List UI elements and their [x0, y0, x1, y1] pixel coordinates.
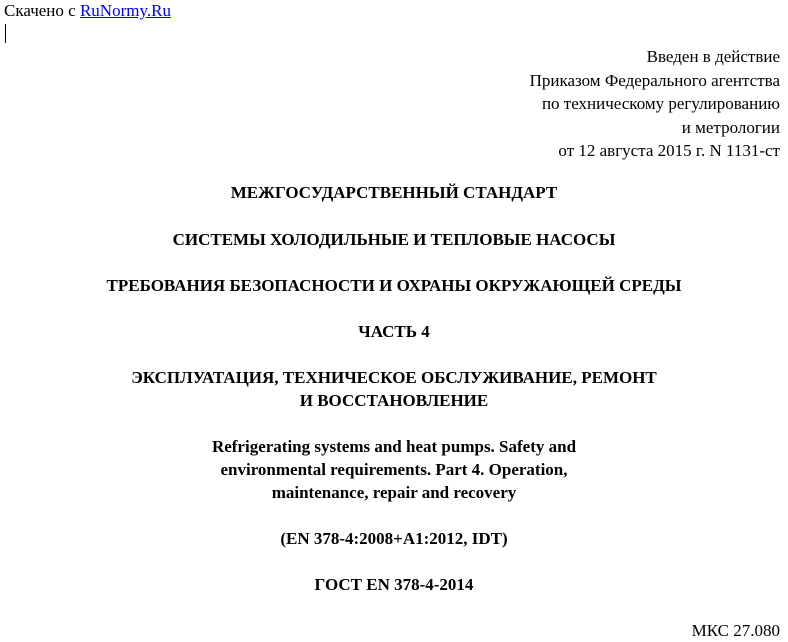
downloaded-from-line — [4, 1, 171, 21]
classification-code: МКС 27.080 — [691, 621, 780, 640]
title-line-1: СИСТЕМЫ ХОЛОДИЛЬНЫЕ И ТЕПЛОВЫЕ НАСОСЫ — [172, 230, 616, 249]
part-heading: ЧАСТЬ 4 — [358, 322, 430, 341]
part-title-line-1: ЭКСПЛУАТАЦИЯ, ТЕХНИЧЕСКОЕ ОБСЛУЖИВАНИЕ, РЕМОНТ — [131, 368, 657, 387]
enactment-line: Введен в действие — [646, 47, 780, 66]
site-link[interactable]: RuNormy.Ru — [79, 1, 171, 20]
downloaded-prefix: Скачено с — [4, 1, 76, 20]
enactment-line: Приказом Федерального агентства — [529, 70, 780, 90]
english-title-line: environmental requirements. Part 4. Operation, — [220, 460, 568, 479]
enactment-line: и метрологии — [681, 117, 780, 137]
english-title-line: maintenance, repair and recovery — [271, 483, 517, 502]
english-title-line: Refrigerating systems and heat pumps. Safety and — [211, 437, 577, 456]
standard-type-heading: МЕЖГОСУДАРСТВЕННЫЙ СТАНДАРТ — [230, 183, 558, 202]
enactment-note — [530, 45, 780, 163]
equivalence-note: (EN 378-4:2008+A1:2012, IDT) — [280, 529, 508, 548]
enactment-line: по техническому регулированию — [541, 94, 780, 113]
text-cursor — [5, 24, 6, 43]
title-line-2: ТРЕБОВАНИЯ БЕЗОПАСНОСТИ И ОХРАНЫ ОКРУЖАЮЩЕЙ СРЕДЫ — [106, 276, 682, 295]
standard-designation: ГОСТ EN 378-4-2014 — [314, 575, 474, 594]
part-title-line-2: И ВОССТАНОВЛЕНИЕ — [299, 391, 489, 410]
enactment-line: от 12 августа 2015 г. N 1131-ст — [558, 141, 780, 160]
